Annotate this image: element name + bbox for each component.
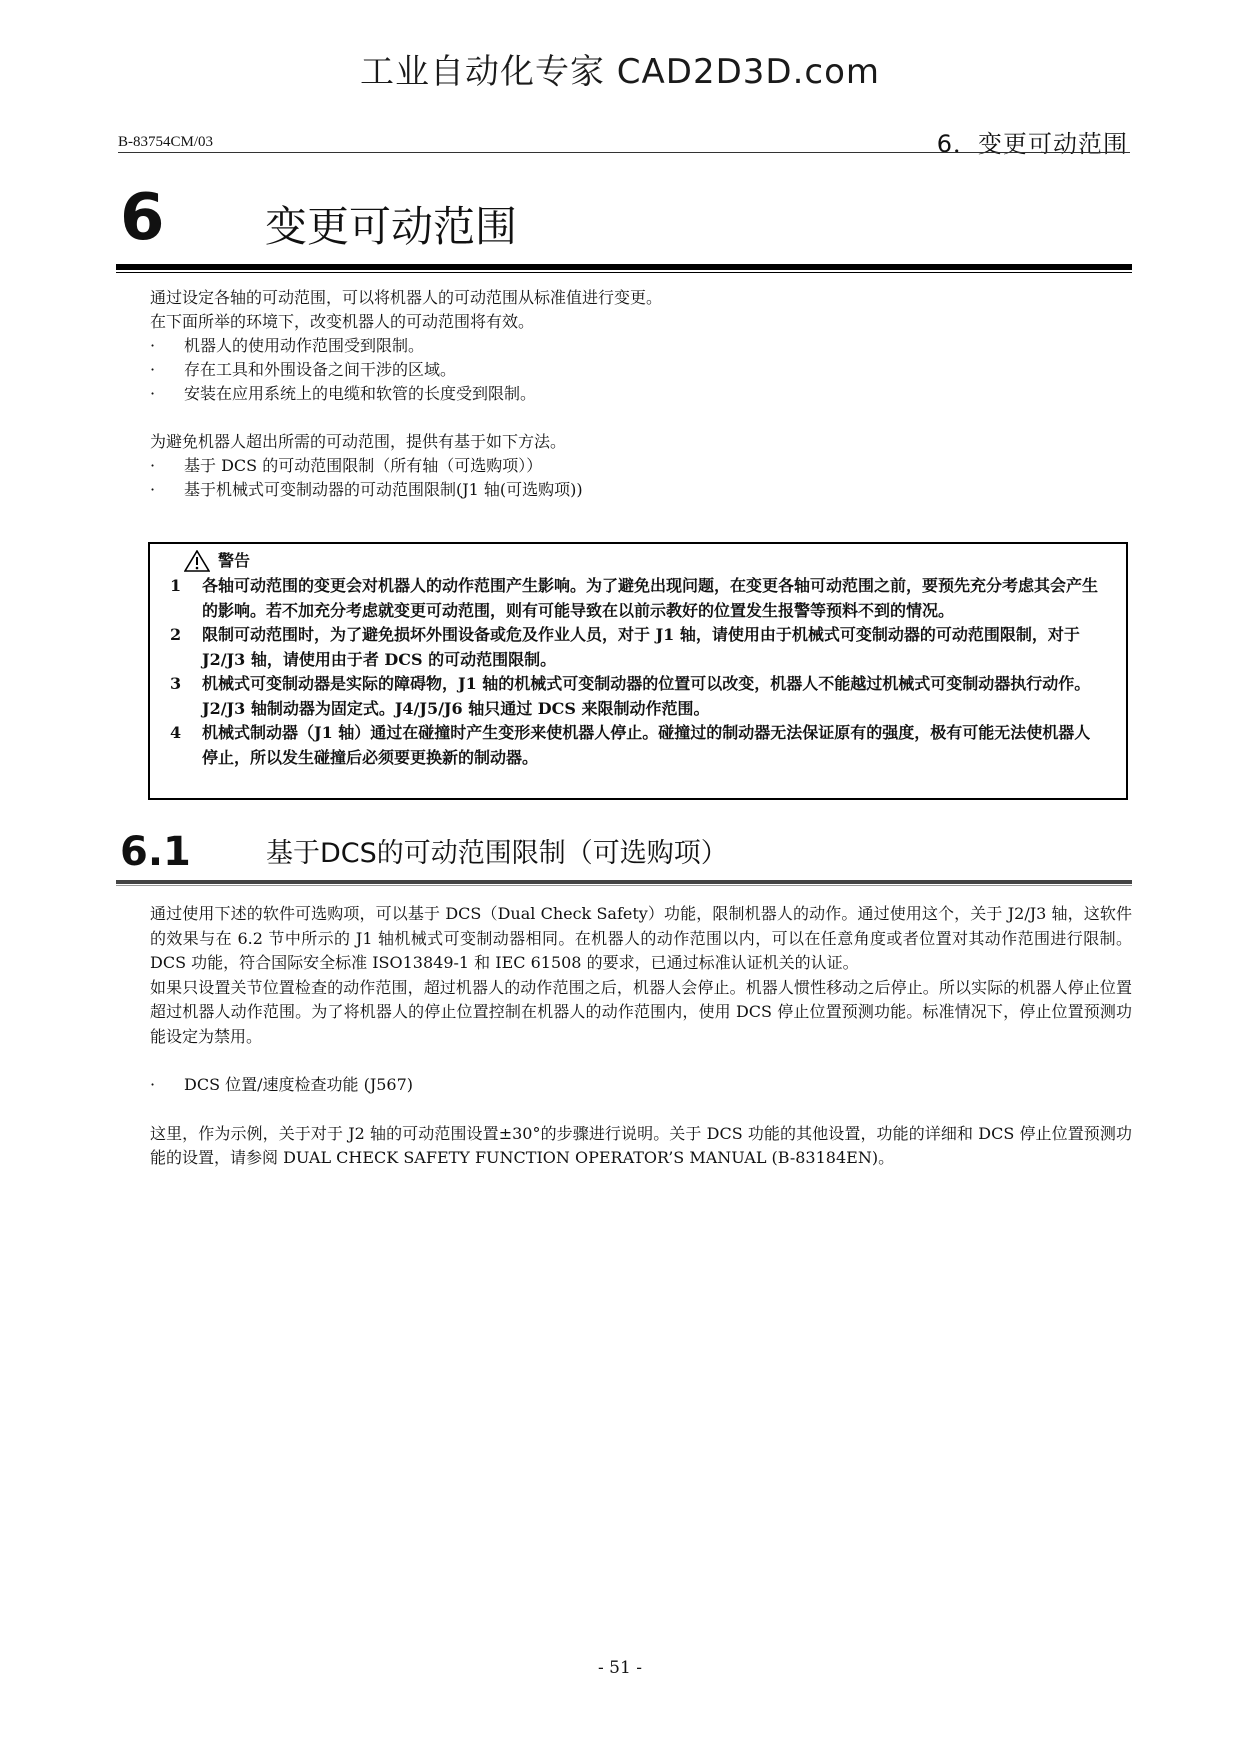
list-item-text: 安装在应用系统上的电缆和软管的长度受到限制。 [184,384,537,403]
warning-triangle-icon [184,550,210,572]
list-item [150,382,1130,406]
bullet-glyph: · [150,456,156,475]
section-paragraph: 这里，作为示例，关于对于 J2 轴的可动范围设置±30°的步骤进行说明。关于 DCS 功能的其他设置，功能的详细和 DCS 停止位置预测功能的设置，请参阅 DUAL CHECK SAFETY FUNCTION OPERATOR’S MANUAL (B-83184EN)。 [150,1123,1132,1167]
warning-item-number: 2 [170,625,182,644]
running-title: 6．变更可动范围 [936,130,1128,158]
list-item-text: 机器人的使用动作范围受到限制。 [184,336,425,355]
list-item-text: 存在工具和外围设备之间干涉的区域。 [184,360,457,379]
document-code: B-83754CM/03 [118,134,214,150]
warning-header [184,548,1104,574]
warning-item [170,672,1104,721]
section-body [150,902,1132,1171]
bullet-glyph: · [150,360,156,379]
page-number: - 51 - [598,1658,642,1678]
chapter-number: 6 [120,181,165,255]
list-item [150,358,1130,382]
list-item [150,478,1130,502]
methods-intro: 为避免机器人超出所需的可动范围，提供有基于如下方法。 [150,432,567,451]
bullet-glyph: · [150,384,156,403]
list-item [150,1073,1132,1098]
warning-item-number: 3 [170,674,182,693]
chapter-rule-thick [116,264,1132,270]
bullet-glyph: · [150,1075,156,1094]
warning-item [170,721,1104,770]
section-number: 6.1 [120,829,191,875]
list-item [150,454,1130,478]
bullet-glyph: · [150,480,156,499]
warning-box [148,542,1128,800]
intro-block [150,286,1130,502]
warning-item-number: 4 [170,723,182,742]
section-title: 基于DCS的可动范围限制（可选购项） [266,838,728,869]
watermark: 工业自动化专家 CAD2D3D.com [359,52,881,92]
intro-line: 在下面所举的环境下，改变机器人的可动范围将有效。 [150,312,535,331]
warning-item [170,623,1104,672]
section-paragraph: 如果只设置关节位置检查的动作范围，超过机器人的动作范围之后，机器人会停止。机器人惯性移动之后停止。所以实际的机器人停止位置超过机器人动作范围。为了将机器人的停止位置控制在机器人的动作范围内，使用 DCS 停止位置预测功能。标准情况下，停止位置预测功能设定为禁用。 [150,977,1132,1046]
chapter-rule-thin [116,272,1132,273]
section-rule-thin [116,885,1132,886]
warning-item-text: 机械式制动器（J1 轴）通过在碰撞时产生变形来使机器人停止。碰撞过的制动器无法保证原有的强度，极有可能无法使机器人停止，所以发生碰撞后必须要更换新的制动器。 [202,723,1091,767]
warning-item-text: 各轴可动范围的变更会对机器人的动作范围产生影响。为了避免出现问题，在变更各轴可动范围之前，要预先充分考虑其会产生的影响。若不加充分考虑就变更可动范围，则有可能导致在以前示教好的位置发生报警等预料不到的情况。 [202,576,1099,620]
list-item-text: 基于机械式可变制动器的可动范围限制(J1 轴(可选购项)) [184,480,583,499]
intro-line: 通过设定各轴的可动范围，可以将机器人的可动范围从标准值进行变更。 [150,288,663,307]
section-rule-thick [116,880,1132,884]
section-paragraph: 通过使用下述的软件可选购项，可以基于 DCS（Dual Check Safety）功能，限制机器人的动作。通过使用这个，关于 J2/J3 轴，这软件的效果与在 6.2 节中所示的 J1 轴机械式可变制动器相同。在机器人的动作范围以内，可以在任意角度或者位置对其动作范围进行限制。DCS 功能，符合国际安全标准 ISO13849-1 和 IEC 61508 的要求，已通过标准认证机关的认证。 [150,904,1132,972]
bullet-glyph: · [150,336,156,355]
chapter-title: 变更可动范围 [265,202,518,251]
list-item-text: 基于 DCS 的可动范围限制（所有轴（可选购项）） [184,456,543,475]
list-item [150,334,1130,358]
warning-item-text: 机械式可变制动器是实际的障碍物，J1 轴的机械式可变制动器的位置可以改变，机器人不能越过机械式可变制动器执行动作。J2/J3 轴制动器为固定式。J4/J5/J6 轴只通过 DCS 来限制动作范围。 [202,674,1091,718]
header-rule [118,152,1130,153]
warning-item-number: 1 [170,576,182,595]
list-item-text: DCS 位置/速度检查功能 (J567) [184,1075,414,1094]
warning-item-text: 限制可动范围时，为了避免损坏外围设备或危及作业人员，对于 J1 轴，请使用由于机械式可变制动器的可动范围限制，对于 J2/J3 轴，请使用由于者 DCS 的可动范围限制。 [202,625,1080,669]
warning-item [170,574,1104,623]
warning-title: 警告 [218,550,251,570]
